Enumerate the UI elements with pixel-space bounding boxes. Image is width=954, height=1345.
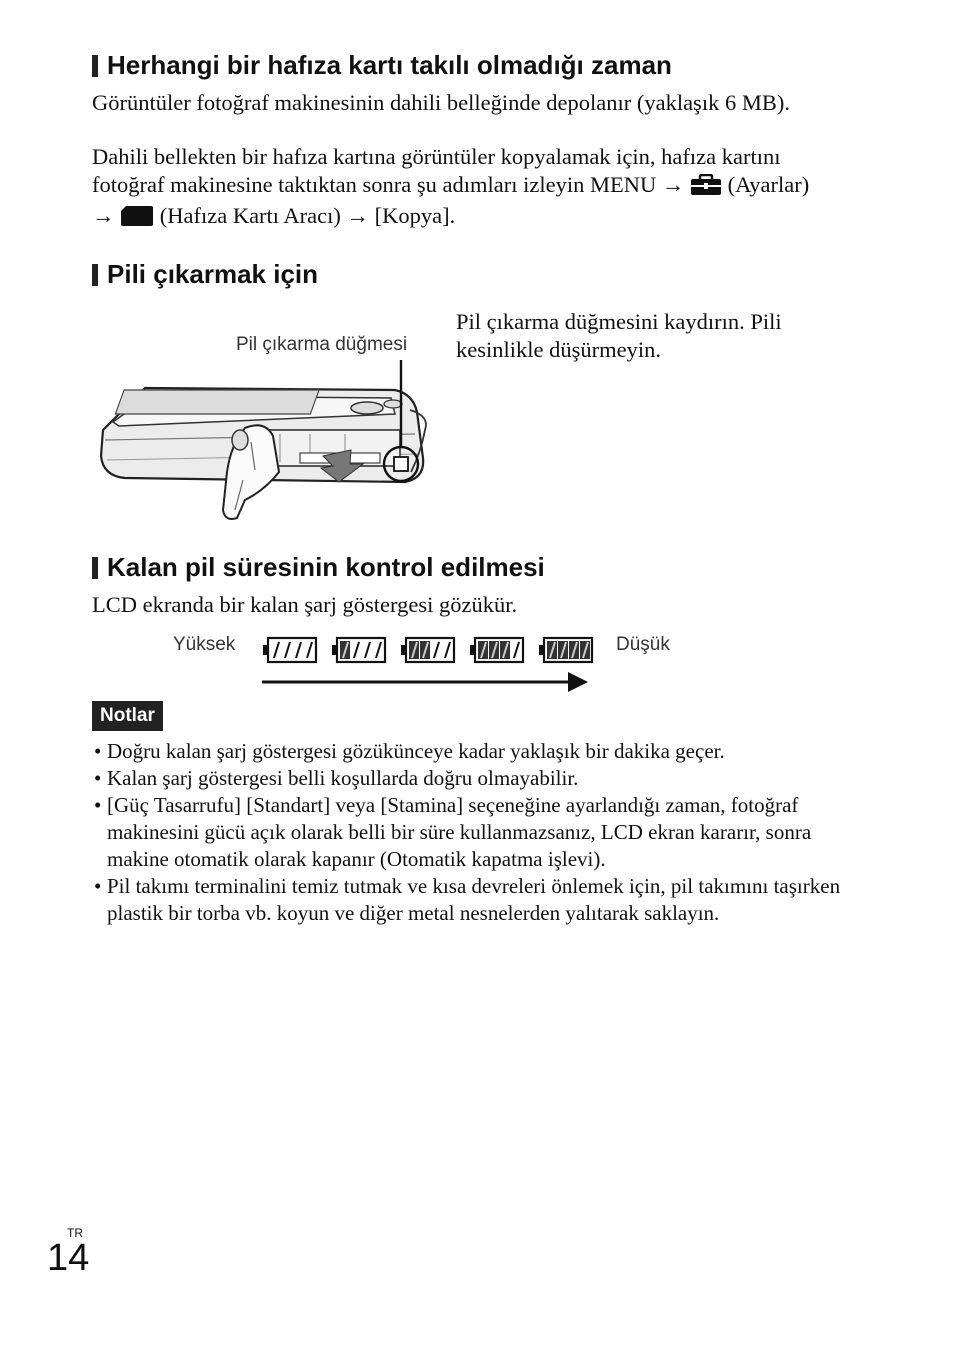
notes-list — [92, 738, 852, 927]
note-item: • [Güç Tasarrufu] [Standart] veya [Stamina] seçeneğine ayarlandığı zaman, fotoğraf makinesini gücü açık olarak belli bir süre kullanmazsanız, LCD ekran kararır, sonra makine otomatik olarak kapanır (Otomatik kapatma işlevi). — [92, 792, 852, 873]
battery-eject-lever-label: Pil çıkarma düğmesi — [236, 334, 408, 355]
low-label: Düşük — [616, 634, 670, 655]
memory-card-tool-icon — [120, 205, 154, 234]
section-heading-remove-battery: Pili çıkarmak için — [92, 259, 318, 289]
battery-icon — [538, 636, 594, 664]
section-heading-no-card: Herhangi bir hafıza kartı takılı olmadığı zaman — [92, 50, 672, 80]
para-internal-memory: Görüntüler fotoğraf makinesinin dahili belleğinde depolanır (yaklaşık 6 MB). — [92, 90, 790, 115]
battery-level-icons — [262, 636, 602, 666]
language-code: TR — [67, 1226, 83, 1240]
note-item: • Pil takımı terminalini temiz tutmak ve kısa devreleri önlemek için, pil takımını taşırken plastik bir torba vb. koyun ve diğer metal nesnelerden yalıtarak saklayın. — [92, 873, 852, 927]
section1-instructions — [92, 143, 832, 234]
note-item: • Doğru kalan şarj göstergesi gözükünceye kadar yaklaşık bir dakika geçer. — [92, 738, 852, 765]
para-copy-instructions: Dahili bellekten bir hafıza kartına görüntüler kopyalamak için, hafıza kartını fotoğraf makinesine taktıktan sonra şu adımları izleyin MENU → (Ayarlar) → (Hafıza Kartı Aracı) → [Kopya]. — [92, 143, 832, 234]
camera-battery-illustration — [95, 360, 440, 525]
battery-icon — [262, 636, 318, 664]
battery-icon — [400, 636, 456, 664]
section-heading-battery-level: Kalan pil süresinin kontrol edilmesi — [92, 552, 545, 582]
notes-badge: Notlar — [92, 701, 163, 731]
battery-icon — [469, 636, 525, 664]
high-label: Yüksek — [173, 634, 236, 655]
page-number: 14 — [47, 1237, 90, 1279]
heading-marker — [92, 264, 98, 286]
note-item: • Kalan şarj göstergesi belli koşullarda doğru olmayabilir. — [92, 765, 852, 792]
battery-indicator-description: LCD ekranda bir kalan şarj göstergesi gözükür. — [92, 592, 518, 617]
decreasing-arrow — [262, 670, 592, 694]
remove-battery-description: Pil çıkarma düğmesini kaydırın. Pili kesinlikle düşürmeyin. — [456, 309, 782, 362]
heading-marker — [92, 557, 98, 579]
heading-marker — [92, 55, 98, 77]
battery-icon — [331, 636, 387, 664]
toolbox-icon — [690, 174, 722, 203]
section1-body — [92, 89, 792, 117]
